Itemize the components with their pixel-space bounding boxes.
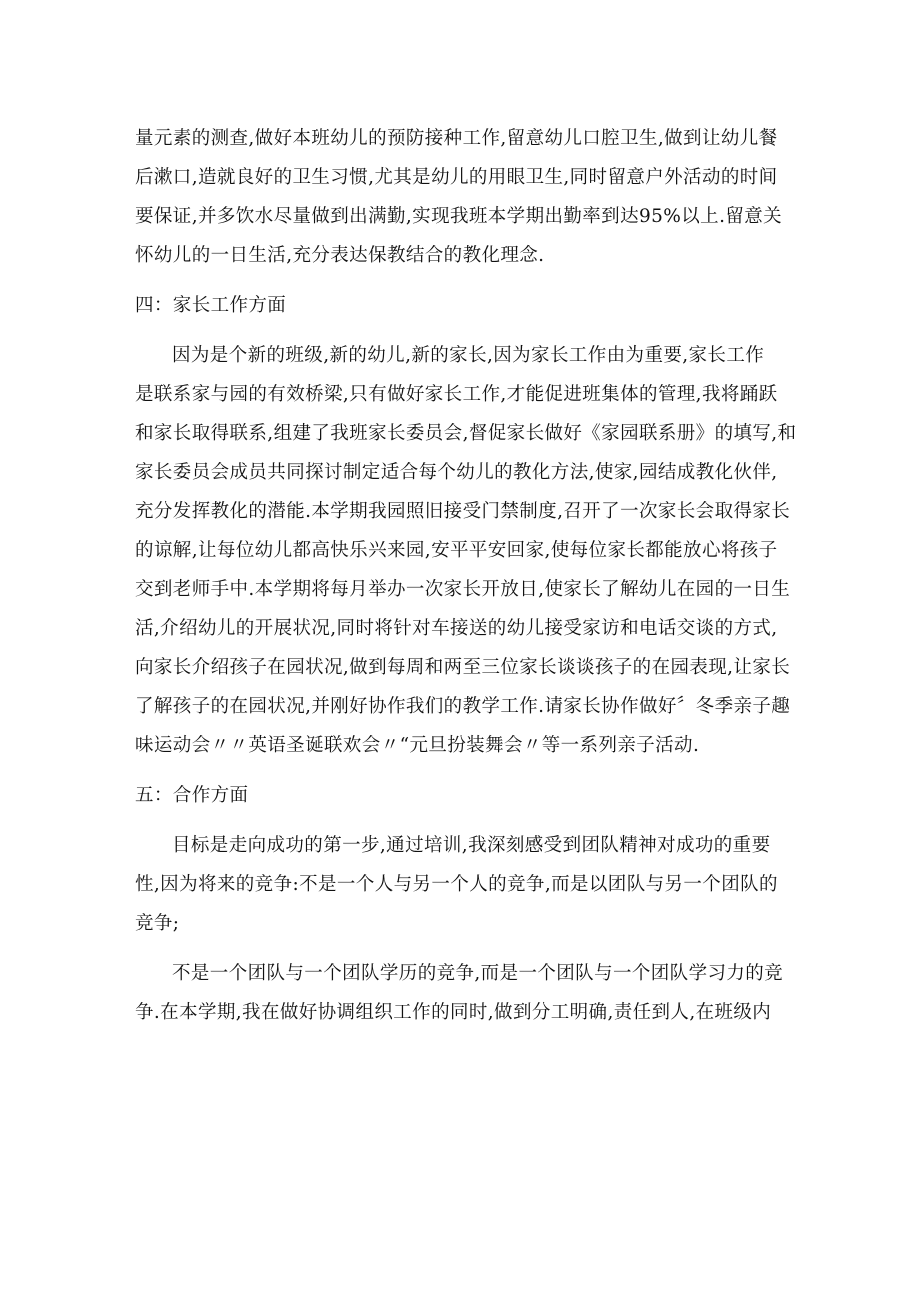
text-line: 是联系家与园的有效桥梁,只有做好家长工作,才能促进班集体的管理,我将踊跃: [135, 384, 778, 405]
text-line: 味运动会〃〃英语圣诞联欢会〃“元旦扮装舞会〃等一系列亲子活动.: [135, 735, 700, 756]
text-line: 怀幼儿的一日生活,充分表达保教结合的教化理念.: [135, 245, 545, 266]
text-line: 因为是个新的班级,新的幼儿,新的家长,因为家长工作由为重要,家长工作: [172, 345, 765, 366]
text-line: 量元素的测查,做好本班幼儿的预防接种工作,留意幼儿口腔卫生,做到让幼儿餐: [135, 128, 778, 149]
text-line: 争.在本学期,我在做好协调组织工作的同时,做到分工明确,责任到人,在班级内: [135, 1002, 772, 1023]
text-line: 活,介绍幼儿的开展状况,同时将针对车接送的幼儿接受家访和电话交谈的方式,: [135, 618, 778, 639]
text-line: 目标是走向成功的第一步,通过培训,我深刻感受到团队精神对成功的重要: [172, 835, 771, 856]
paragraph-cooperation-team: [135, 954, 800, 1032]
text-line: 不是一个团队与一个团队学历的竞争,而是一个团队与一个团队学习力的竞: [172, 963, 784, 984]
text-line: 要保证,并多饮水尽量做到出满勤,实现我班本学期出勤率到达95%以上.留意关: [135, 206, 783, 227]
heading-text: 五：合作方面: [135, 785, 249, 806]
document-body: [135, 119, 800, 1043]
text-line: 了解孩子的在园状况,并刚好协作我们的教学工作.请家长协作做好〞冬季亲子趣: [135, 696, 791, 717]
paragraph-cooperation-goal: [135, 826, 800, 943]
heading-text: 四：家长工作方面: [135, 295, 287, 316]
text-line: 后漱口,造就良好的卫生习惯,尤其是幼儿的用眼卫生,同时留意户外活动的时间: [135, 167, 778, 188]
text-line: 性,因为将来的竞争:不是一个人与另一个人的竞争,而是以团队与另一个团队的: [135, 874, 778, 895]
section-heading-parents: [135, 286, 800, 325]
paragraph-health: [135, 119, 800, 275]
paragraph-parents: [135, 336, 800, 765]
text-line: 家长委员会成员共同探讨制定适合每个幼儿的教化方法,使家,园结成教化伙伴,: [135, 462, 778, 483]
text-line: 交到老师手中.本学期将每月举办一次家长开放日,使家长了解幼儿在园的一日生: [135, 579, 791, 600]
text-line: 的谅解,让每位幼儿都高快乐兴来园,安平平安回家,使每位家长都能放心将孩子: [135, 540, 778, 561]
text-line: 和家长取得联系,组建了我班家长委员会,督促家长做好《家园联系册》的填写,和: [135, 423, 797, 444]
text-line: 充分发挥教化的潜能.本学期我园照旧接受门禁制度,召开了一次家长会取得家长: [135, 501, 791, 522]
text-line: 竞争;: [135, 913, 180, 934]
text-line: 向家长介绍孩子在园状况,做到每周和两至三位家长谈谈孩子的在园表现,让家长: [135, 657, 791, 678]
section-heading-cooperation: [135, 776, 800, 815]
